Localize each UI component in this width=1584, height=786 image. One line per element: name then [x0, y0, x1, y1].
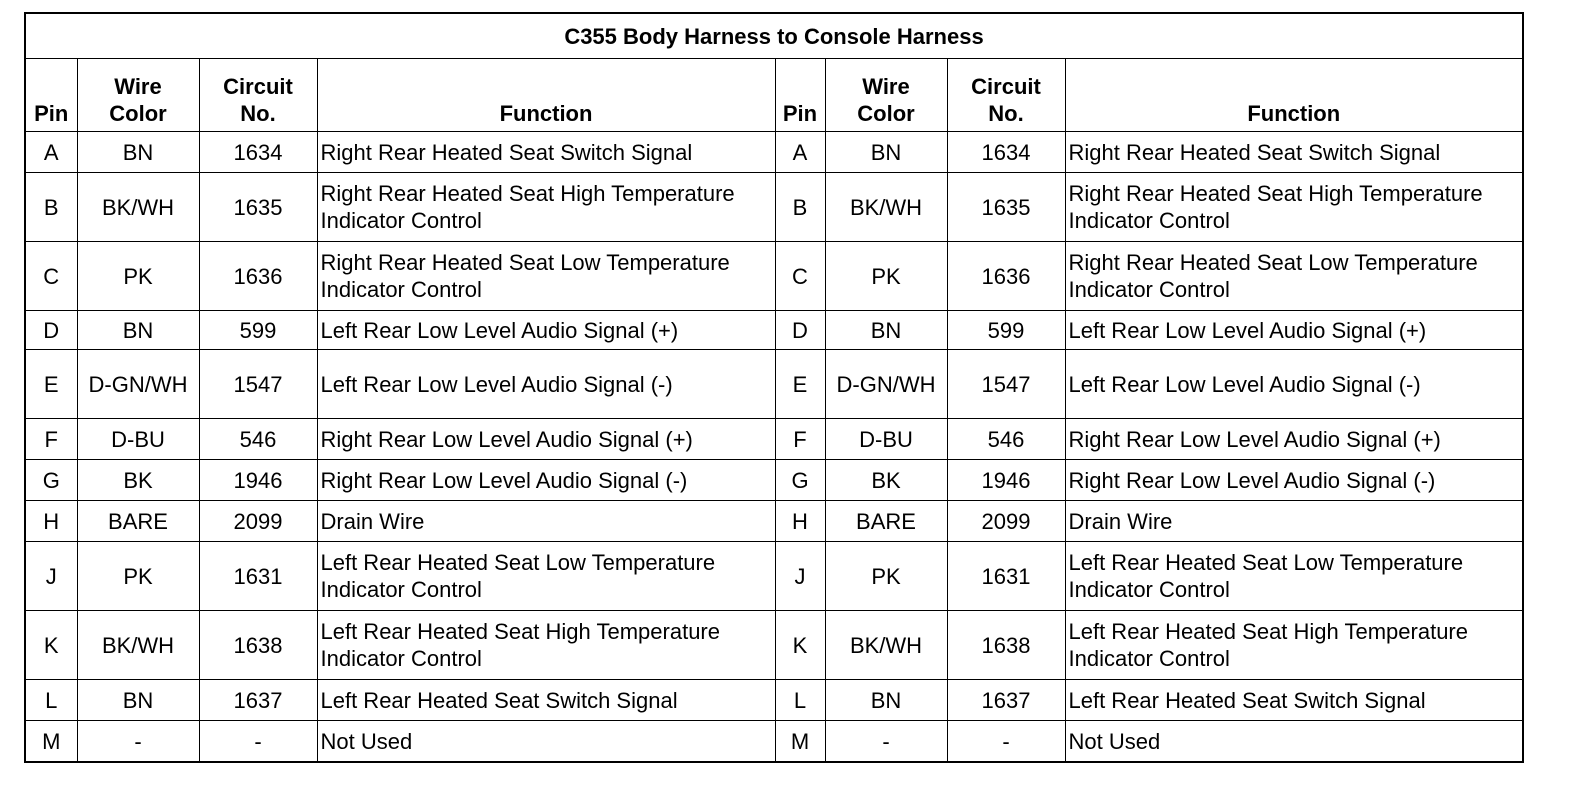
pin-cell: B	[25, 173, 77, 242]
header-wire-color: Wire Color	[77, 59, 199, 132]
wire-color-cell: BK	[77, 460, 199, 501]
function-cell: Left Rear Heated Seat High Temperature Indicator Control	[1065, 611, 1523, 680]
header-row	[25, 59, 1523, 132]
pin-cell: E	[775, 350, 825, 419]
function-cell: Right Rear Low Level Audio Signal (+)	[317, 419, 775, 460]
function-cell: Left Rear Low Level Audio Signal (-)	[1065, 350, 1523, 419]
wire-color-cell: BARE	[77, 501, 199, 542]
circuit-cell: 1638	[947, 611, 1065, 680]
wire-color-cell: D-GN/WH	[77, 350, 199, 419]
table-row	[25, 173, 1523, 242]
circuit-cell: 1547	[199, 350, 317, 419]
wire-color-cell: BK/WH	[825, 173, 947, 242]
circuit-cell: -	[199, 721, 317, 763]
function-cell: Right Rear Low Level Audio Signal (-)	[1065, 460, 1523, 501]
circuit-cell: 1636	[947, 242, 1065, 311]
table-row	[25, 460, 1523, 501]
table-row	[25, 542, 1523, 611]
wire-color-cell: PK	[77, 542, 199, 611]
function-cell: Not Used	[317, 721, 775, 763]
table-row	[25, 680, 1523, 721]
pin-cell: K	[775, 611, 825, 680]
function-cell: Left Rear Low Level Audio Signal (+)	[317, 311, 775, 350]
wire-color-cell: PK	[77, 242, 199, 311]
circuit-cell: 1635	[199, 173, 317, 242]
pin-cell: D	[25, 311, 77, 350]
function-cell: Right Rear Heated Seat Low Temperature Indicator Control	[317, 242, 775, 311]
pin-cell: C	[25, 242, 77, 311]
pin-cell: D	[775, 311, 825, 350]
pin-cell: F	[25, 419, 77, 460]
table-title: C355 Body Harness to Console Harness	[25, 13, 1523, 59]
function-cell: Right Rear Low Level Audio Signal (+)	[1065, 419, 1523, 460]
table-row	[25, 242, 1523, 311]
table-row	[25, 419, 1523, 460]
function-cell: Right Rear Low Level Audio Signal (-)	[317, 460, 775, 501]
pin-cell: F	[775, 419, 825, 460]
header-wire-color: Wire Color	[825, 59, 947, 132]
wire-color-cell: D-BU	[825, 419, 947, 460]
function-cell: Drain Wire	[1065, 501, 1523, 542]
function-cell: Left Rear Low Level Audio Signal (-)	[317, 350, 775, 419]
circuit-cell: 1631	[947, 542, 1065, 611]
pin-cell: A	[775, 132, 825, 173]
function-cell: Left Rear Heated Seat Low Temperature Indicator Control	[1065, 542, 1523, 611]
function-cell: Right Rear Heated Seat Low Temperature Indicator Control	[1065, 242, 1523, 311]
table-row	[25, 501, 1523, 542]
table-row	[25, 311, 1523, 350]
wire-color-cell: D-GN/WH	[825, 350, 947, 419]
pin-cell: G	[775, 460, 825, 501]
wire-color-cell: BN	[77, 311, 199, 350]
circuit-cell: 546	[947, 419, 1065, 460]
circuit-cell: 1635	[947, 173, 1065, 242]
wire-color-cell: PK	[825, 542, 947, 611]
pin-cell: C	[775, 242, 825, 311]
wire-color-cell: BN	[825, 680, 947, 721]
wire-color-cell: -	[825, 721, 947, 763]
header-pin: Pin	[25, 59, 77, 132]
pin-cell: H	[775, 501, 825, 542]
circuit-cell: 599	[199, 311, 317, 350]
function-cell: Left Rear Heated Seat Low Temperature Indicator Control	[317, 542, 775, 611]
header-circuit-no: Circuit No.	[947, 59, 1065, 132]
wire-color-cell: BK/WH	[825, 611, 947, 680]
function-cell: Left Rear Low Level Audio Signal (+)	[1065, 311, 1523, 350]
wire-color-cell: BN	[825, 132, 947, 173]
circuit-cell: 1946	[947, 460, 1065, 501]
wire-color-cell: -	[77, 721, 199, 763]
header-function: Function	[317, 59, 775, 132]
pin-cell: L	[775, 680, 825, 721]
function-cell: Right Rear Heated Seat Switch Signal	[1065, 132, 1523, 173]
function-cell: Right Rear Heated Seat Switch Signal	[317, 132, 775, 173]
circuit-cell: 2099	[947, 501, 1065, 542]
function-cell: Not Used	[1065, 721, 1523, 763]
table-row	[25, 132, 1523, 173]
table-row	[25, 721, 1523, 763]
circuit-cell: 599	[947, 311, 1065, 350]
pin-cell: G	[25, 460, 77, 501]
header-function: Function	[1065, 59, 1523, 132]
pin-cell: M	[775, 721, 825, 763]
pin-cell: B	[775, 173, 825, 242]
wire-color-cell: PK	[825, 242, 947, 311]
circuit-cell: 1637	[199, 680, 317, 721]
function-cell: Left Rear Heated Seat Switch Signal	[1065, 680, 1523, 721]
pin-cell: A	[25, 132, 77, 173]
circuit-cell: 1637	[947, 680, 1065, 721]
wire-color-cell: BK/WH	[77, 611, 199, 680]
pin-cell: K	[25, 611, 77, 680]
wire-color-cell: BK/WH	[77, 173, 199, 242]
function-cell: Right Rear Heated Seat High Temperature Indicator Control	[317, 173, 775, 242]
wire-color-cell: BN	[825, 311, 947, 350]
pin-cell: L	[25, 680, 77, 721]
table-row	[25, 350, 1523, 419]
circuit-cell: 1631	[199, 542, 317, 611]
circuit-cell: 1634	[947, 132, 1065, 173]
header-pin: Pin	[775, 59, 825, 132]
circuit-cell: 1638	[199, 611, 317, 680]
wire-color-cell: BK	[825, 460, 947, 501]
wire-color-cell: BN	[77, 680, 199, 721]
header-circuit-no: Circuit No.	[199, 59, 317, 132]
wire-color-cell: BN	[77, 132, 199, 173]
circuit-cell: -	[947, 721, 1065, 763]
function-cell: Right Rear Heated Seat High Temperature Indicator Control	[1065, 173, 1523, 242]
function-cell: Left Rear Heated Seat High Temperature Indicator Control	[317, 611, 775, 680]
circuit-cell: 546	[199, 419, 317, 460]
circuit-cell: 1634	[199, 132, 317, 173]
circuit-cell: 1946	[199, 460, 317, 501]
pin-cell: M	[25, 721, 77, 763]
circuit-cell: 1547	[947, 350, 1065, 419]
pin-cell: J	[775, 542, 825, 611]
wire-color-cell: D-BU	[77, 419, 199, 460]
pin-cell: J	[25, 542, 77, 611]
function-cell: Drain Wire	[317, 501, 775, 542]
pin-cell: H	[25, 501, 77, 542]
pin-cell: E	[25, 350, 77, 419]
wire-color-cell: BARE	[825, 501, 947, 542]
function-cell: Left Rear Heated Seat Switch Signal	[317, 680, 775, 721]
circuit-cell: 2099	[199, 501, 317, 542]
connector-table	[24, 12, 1524, 763]
circuit-cell: 1636	[199, 242, 317, 311]
table-row	[25, 611, 1523, 680]
